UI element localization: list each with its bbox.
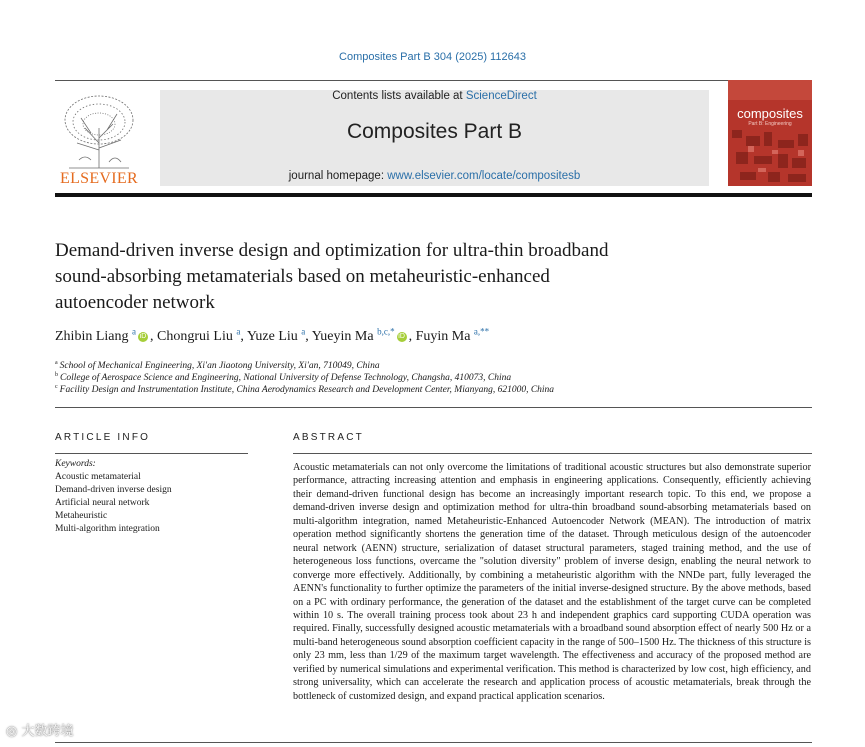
sciencedirect-link[interactable]: ScienceDirect xyxy=(465,90,537,102)
article-info-heading: ARTICLE INFO xyxy=(55,432,151,443)
author-separator: , xyxy=(240,329,247,344)
header-top-rule xyxy=(55,80,812,81)
author-name[interactable]: Yueyin Ma xyxy=(311,329,374,344)
keyword[interactable]: Artificial neural network xyxy=(55,498,150,508)
journal-homepage xyxy=(160,170,709,182)
affiliation-mark: c xyxy=(55,384,58,390)
author-list xyxy=(55,326,815,345)
journal-cover-image[interactable] xyxy=(728,80,812,186)
author-name[interactable]: Chongrui Liu xyxy=(157,329,233,344)
author-affiliation-mark[interactable]: a,** xyxy=(473,326,490,337)
affiliation-text: School of Mechanical Engineering, Xi'an Jiaotong University, Xi'an, 710049, China xyxy=(59,361,380,372)
header-bottom-rule xyxy=(55,193,812,197)
affiliations-rule xyxy=(55,407,812,408)
title-line: autoencoder network xyxy=(55,292,215,313)
article-title xyxy=(55,238,775,316)
keyword[interactable]: Demand-driven inverse design xyxy=(55,485,172,495)
orcid-icon[interactable]: iD xyxy=(139,332,147,340)
keyword[interactable]: Metaheuristic xyxy=(55,511,108,521)
affiliation xyxy=(55,384,554,395)
affiliation-text: Facility Design and Instrumentation Institute, China Aerodynamics Research and Development Center, Mianyang, 621000, China xyxy=(59,385,555,396)
article-info-rule xyxy=(55,453,248,454)
author-affiliation-mark[interactable]: a xyxy=(301,326,306,337)
author-affiliation-mark[interactable]: a xyxy=(236,326,241,337)
homepage-prefix: journal homepage: xyxy=(288,170,388,182)
abstract-heading: ABSTRACT xyxy=(293,432,364,443)
keyword[interactable]: Multi-algorithm integration xyxy=(55,524,160,534)
cover-pattern xyxy=(728,80,812,186)
cover-subtitle: Part B: Engineering xyxy=(748,121,792,127)
abstract-rule xyxy=(293,453,812,454)
affiliation-mark: b xyxy=(55,372,58,378)
affiliation-mark: a xyxy=(55,360,58,366)
abstract-text: Acoustic metamaterials can not only overcome the limitations of traditional acoustic structures but also demonstrate superior performance, attracting increasing attention and emphasis in engineering applications. Consequently, efficiently achieving their demand-driven functional design has become an increasingly important research topic. To this end, we propose a demand-driven inverse design and optimization method for ultra-thin broadband sound-absorbing metamaterials based on multi-algorithm integration, named Metaheuristic-Enhanced Autoencoder Network (MEAN). The introduction of matrix operation method significantly shortens the generation time of the dataset. Through meticulous design of the autoencoder neural network (AENN) structure, serialization of dataset structural parameters, staged training method, and the use of heterogeneous loss functions, overcame the "solution diversity" problem of inverse design, enabling the neural network to converge more effectively. Additionally, by combining a metaheuristic algorithm with the NNDe part, fully leveraged the AENN's functionality to further optimize the parameters of the initial inverse-designed structure. By the above methods, based on a PC with ordinary performance, the generation of the dataset and the establishment of the target curve can be completed within 10 s. The overall training process took about 23 h and independent graphics card supporting CUDA operation was required. Finally, successfully designed acoustic metamaterials with a broadband sound absorption effect of nearly 500 Hz or a multi-band heterogeneous sound absorption coefficient capacity in the range of 500–1500 Hz. The thickness of this structure is only 23 mm, less than 1/29 of the maximum target wavelength. The effectiveness and accuracy of the proposed method are verified by numerical simulations and experimental verification. This method is characterized by low cost, high efficiency, and strong universality, which can accelerate the research and application process of acoustic metamaterials, break through the bottleneck of customized design, and expand practical application scenarios. xyxy=(293,462,811,702)
keyword[interactable]: Acoustic metamaterial xyxy=(55,472,141,482)
author-separator: , xyxy=(408,329,416,344)
title-line: Demand-driven inverse design and optimization for ultra-thin broadband xyxy=(55,240,609,261)
affiliation-text: College of Aerospace Science and Engineering, National University of Defense Technology, Changsha, 410073, China xyxy=(60,373,512,384)
affiliation xyxy=(55,372,511,383)
contents-prefix: Contents lists available at xyxy=(332,90,466,102)
orcid-icon[interactable]: iD xyxy=(398,332,405,340)
author-separator: , xyxy=(150,329,157,344)
author-affiliation-mark[interactable]: a xyxy=(132,326,136,337)
keywords-label: Keywords: xyxy=(55,459,96,469)
cover-title: composites xyxy=(737,106,803,121)
abstract-bottom-rule xyxy=(55,742,812,743)
watermark-text: 大数跨境 xyxy=(21,724,74,739)
watermark xyxy=(6,720,74,739)
author-name[interactable]: Yuze Liu xyxy=(246,329,298,344)
journal-name: Composites Part B xyxy=(346,120,523,143)
title-line: sound-absorbing metamaterials based on metaheuristic-enhanced xyxy=(55,266,550,287)
author-name[interactable]: Fuyin Ma xyxy=(415,329,471,344)
author-affiliation-mark[interactable]: b,c,* xyxy=(377,326,395,337)
affiliation xyxy=(55,360,380,371)
author-separator: , xyxy=(305,329,312,344)
contents-line xyxy=(160,90,709,102)
homepage-link[interactable]: www.elsevier.com/locate/compositesb xyxy=(387,170,581,182)
journal-citation[interactable]: Composites Part B 304 (2025) 112643 xyxy=(339,51,526,63)
watermark-logo-icon: ◎ xyxy=(6,724,18,739)
elsevier-wordmark[interactable]: ELSEVIER xyxy=(60,170,138,187)
author-name[interactable]: Zhibin Liang xyxy=(55,329,129,344)
